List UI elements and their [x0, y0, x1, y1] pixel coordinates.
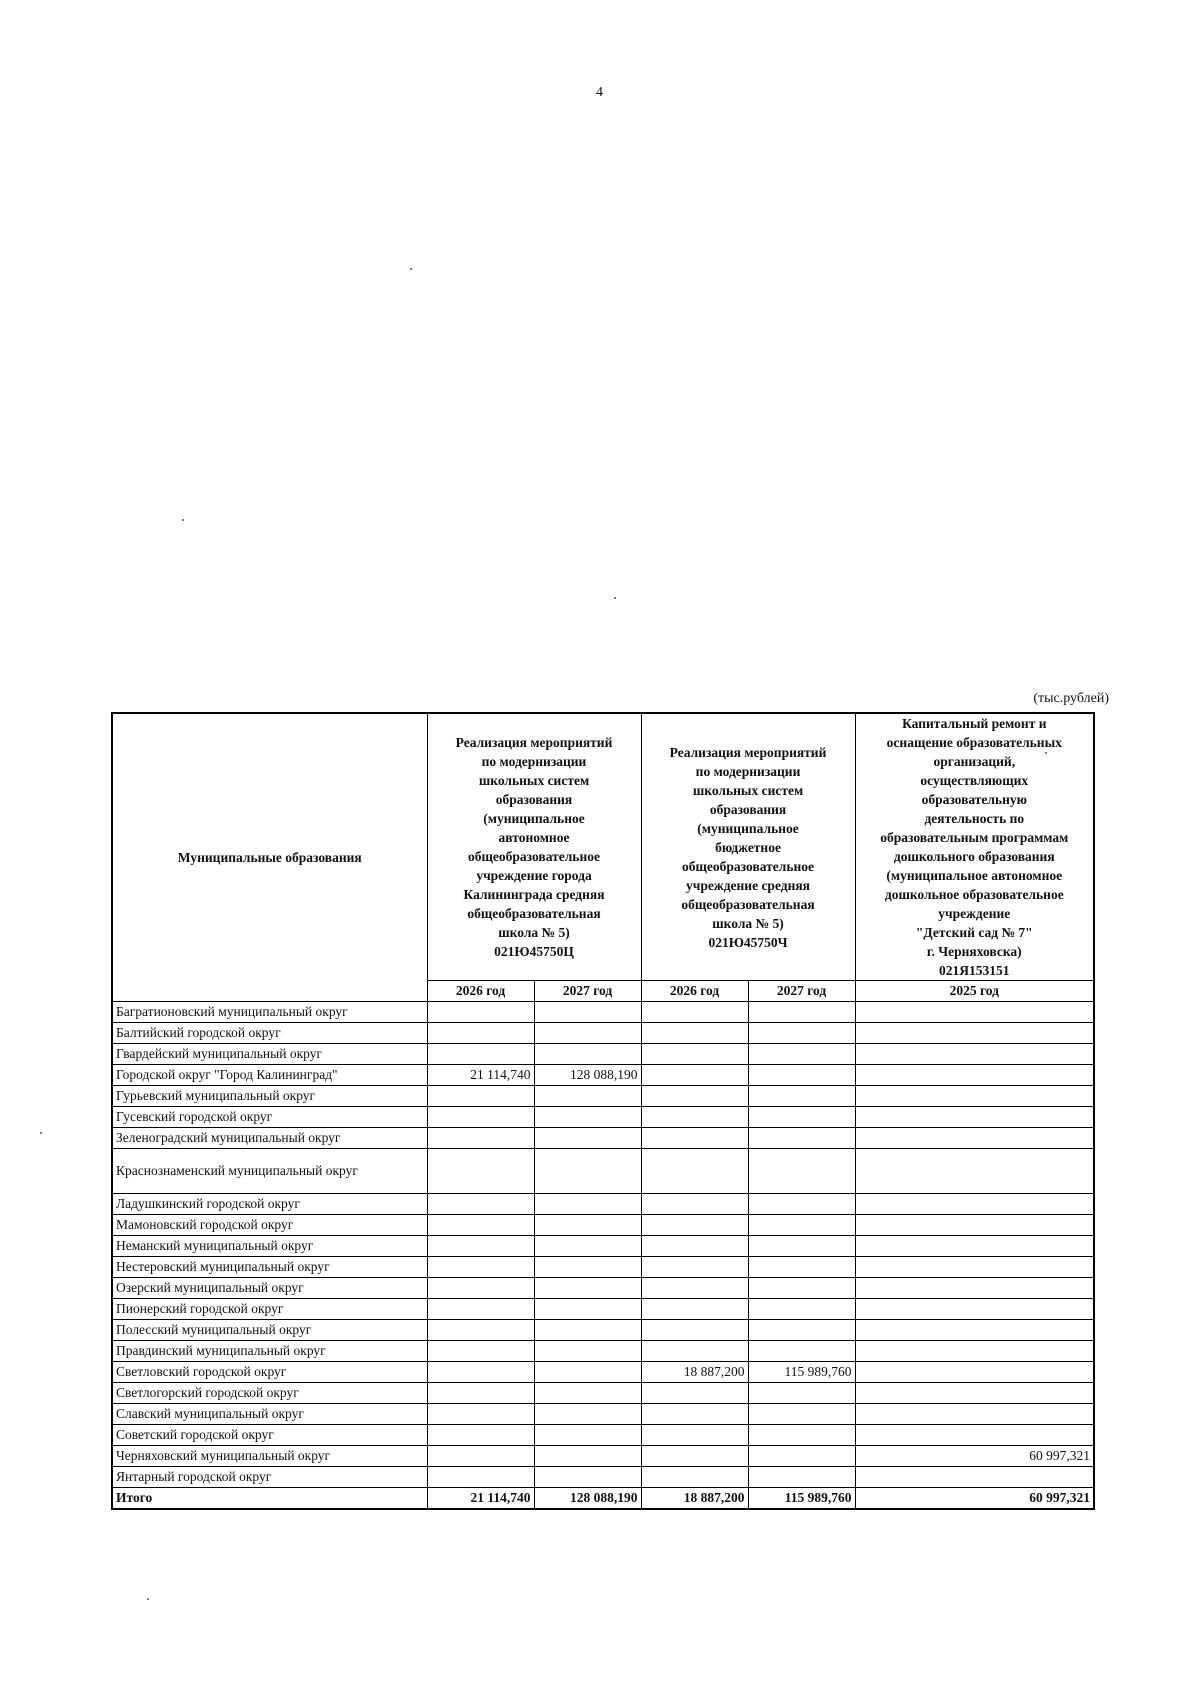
value-cell	[855, 1299, 1094, 1320]
value-cell	[855, 1107, 1094, 1128]
table-row	[112, 1002, 1094, 1023]
value-cell	[641, 1065, 748, 1086]
table-row	[112, 1194, 1094, 1215]
header-line: дошкольного образования	[893, 849, 1055, 864]
value-cell	[641, 1128, 748, 1149]
value-cell	[855, 1023, 1094, 1044]
municipality-name: Краснознаменский муниципальный округ	[112, 1149, 427, 1194]
municipality-name: Неманский муниципальный округ	[112, 1236, 427, 1257]
value-cell	[748, 1446, 855, 1467]
value-cell	[748, 1257, 855, 1278]
value-cell	[534, 1086, 641, 1107]
value-cell	[427, 1404, 534, 1425]
municipality-name: Гусевский городской округ	[112, 1107, 427, 1128]
header-line: общеобразовательное	[682, 858, 814, 874]
value-cell	[641, 1383, 748, 1404]
table-row	[112, 1236, 1094, 1257]
header-line: Реализация мероприятий	[669, 744, 827, 760]
value-cell: 21 114,740	[427, 1065, 534, 1086]
value-cell	[641, 1044, 748, 1065]
table-row	[112, 1149, 1094, 1194]
total-label: Итого	[112, 1488, 427, 1510]
value-cell	[534, 1215, 641, 1236]
value-cell	[855, 1362, 1094, 1383]
value-cell	[641, 1086, 748, 1107]
header-line: 021Я153151	[939, 963, 1010, 978]
value-cell	[427, 1278, 534, 1299]
value-cell	[748, 1320, 855, 1341]
value-cell	[534, 1467, 641, 1488]
value-cell	[641, 1236, 748, 1257]
value-cell	[534, 1194, 641, 1215]
value-cell	[534, 1257, 641, 1278]
header-line: школа № 5)	[498, 925, 570, 940]
value-cell	[534, 1320, 641, 1341]
header-line: 021Ю45750Ч	[708, 934, 788, 950]
municipality-name: Полесский муниципальный округ	[112, 1320, 427, 1341]
value-cell	[427, 1023, 534, 1044]
value-cell	[534, 1278, 641, 1299]
header-line: оснащение образовательных	[886, 735, 1062, 750]
table-row	[112, 1023, 1094, 1044]
header-line: (муниципальное	[483, 811, 585, 826]
header-line: автономное	[498, 830, 570, 845]
value-cell	[427, 1107, 534, 1128]
value-cell	[855, 1383, 1094, 1404]
value-cell: 60 997,321	[855, 1488, 1094, 1510]
value-cell	[855, 1341, 1094, 1362]
value-cell	[855, 1320, 1094, 1341]
table-row	[112, 1128, 1094, 1149]
value-cell	[427, 1215, 534, 1236]
value-cell	[855, 1194, 1094, 1215]
value-cell	[641, 1446, 748, 1467]
value-cell	[427, 1086, 534, 1107]
year-header: 2027 год	[748, 981, 855, 1002]
value-cell	[534, 1149, 641, 1194]
header-line: образовательным программам	[880, 830, 1069, 845]
value-cell	[534, 1446, 641, 1467]
header-group-1	[427, 713, 641, 981]
value-cell	[855, 1128, 1094, 1149]
municipality-name: Светловский городской округ	[112, 1362, 427, 1383]
header-line: (муниципальное	[697, 820, 799, 836]
municipality-name: Городской округ "Город Калининград"	[112, 1065, 427, 1086]
header-line: Капитальный ремонт и	[902, 716, 1047, 731]
value-cell	[427, 1149, 534, 1194]
value-cell	[641, 1404, 748, 1425]
value-cell	[534, 1128, 641, 1149]
header-line: (муниципальное автономное	[886, 868, 1063, 883]
value-cell	[855, 1065, 1094, 1086]
value-cell	[427, 1425, 534, 1446]
value-cell: 115 989,760	[748, 1362, 855, 1383]
header-line: по модернизации	[481, 754, 587, 769]
value-cell	[641, 1341, 748, 1362]
header-municipalities: Муниципальные образования	[112, 713, 427, 1002]
value-cell	[641, 1320, 748, 1341]
value-cell	[641, 1023, 748, 1044]
table-row	[112, 1362, 1094, 1383]
value-cell	[427, 1128, 534, 1149]
municipality-name: Янтарный городской округ	[112, 1467, 427, 1488]
value-cell	[748, 1236, 855, 1257]
table-row	[112, 1107, 1094, 1128]
value-cell	[427, 1446, 534, 1467]
value-cell	[855, 1236, 1094, 1257]
value-cell	[534, 1425, 641, 1446]
header-line: школьных систем	[692, 782, 804, 798]
year-header: 2027 год	[534, 981, 641, 1002]
value-cell	[855, 1086, 1094, 1107]
header-line: образовательную	[921, 792, 1027, 807]
table-row	[112, 1383, 1094, 1404]
year-header: 2026 год	[427, 981, 534, 1002]
header-group-2	[641, 713, 855, 981]
header-line: образования	[709, 801, 787, 817]
municipality-name: Советский городской округ	[112, 1425, 427, 1446]
table-row	[112, 1065, 1094, 1086]
value-cell	[855, 1278, 1094, 1299]
header-line: школьных систем	[478, 773, 590, 788]
header-line: 021Ю45750Ц	[494, 944, 574, 959]
value-cell	[641, 1002, 748, 1023]
value-cell	[748, 1341, 855, 1362]
table-row	[112, 1257, 1094, 1278]
value-cell	[427, 1467, 534, 1488]
value-cell	[855, 1215, 1094, 1236]
header-line: деятельность по	[924, 811, 1025, 826]
header-line: образования	[495, 792, 573, 807]
value-cell	[748, 1467, 855, 1488]
value-cell	[641, 1215, 748, 1236]
value-cell	[748, 1299, 855, 1320]
value-cell	[748, 1065, 855, 1086]
value-cell: 18 887,200	[641, 1488, 748, 1510]
table-header-row	[112, 713, 1094, 981]
municipality-name: Гурьевский муниципальный округ	[112, 1086, 427, 1107]
table-body	[112, 1002, 1094, 1510]
table-row	[112, 1278, 1094, 1299]
header-line: учреждение города	[476, 868, 592, 883]
value-cell	[427, 1236, 534, 1257]
header-line: бюджетное	[715, 839, 781, 855]
value-cell	[748, 1023, 855, 1044]
value-cell: 115 989,760	[748, 1488, 855, 1510]
year-header: 2026 год	[641, 981, 748, 1002]
value-cell	[855, 1404, 1094, 1425]
value-cell	[748, 1149, 855, 1194]
table-row	[112, 1215, 1094, 1236]
value-cell	[748, 1002, 855, 1023]
table-row	[112, 1341, 1094, 1362]
header-line: Реализация мероприятий	[455, 735, 613, 750]
value-cell	[748, 1044, 855, 1065]
value-cell: 60 997,321	[855, 1446, 1094, 1467]
value-cell	[748, 1215, 855, 1236]
year-header: 2025 год	[855, 981, 1094, 1002]
value-cell	[534, 1341, 641, 1362]
header-line: г. Черняховска)	[926, 944, 1022, 959]
municipality-name: Гвардейский муниципальный округ	[112, 1044, 427, 1065]
header-line: общеобразовательное	[468, 849, 600, 864]
header-line: "Детский сад № 7"	[915, 925, 1033, 940]
value-cell: 21 114,740	[427, 1488, 534, 1510]
value-cell	[855, 1044, 1094, 1065]
value-cell	[855, 1002, 1094, 1023]
value-cell	[641, 1149, 748, 1194]
municipality-name: Черняховский муниципальный округ	[112, 1446, 427, 1467]
value-cell	[427, 1362, 534, 1383]
value-cell	[427, 1044, 534, 1065]
total-row	[112, 1488, 1094, 1510]
municipality-name: Правдинский муниципальный округ	[112, 1341, 427, 1362]
value-cell	[534, 1002, 641, 1023]
municipality-name: Ладушкинский городской округ	[112, 1194, 427, 1215]
header-line: общеобразовательная	[681, 896, 815, 912]
value-cell	[534, 1023, 641, 1044]
value-cell	[534, 1299, 641, 1320]
header-line: школа № 5)	[712, 915, 784, 931]
header-line: Калининграда средняя	[463, 887, 605, 902]
value-cell	[748, 1383, 855, 1404]
table-row	[112, 1299, 1094, 1320]
value-cell	[855, 1467, 1094, 1488]
value-cell	[748, 1425, 855, 1446]
value-cell	[641, 1467, 748, 1488]
value-cell	[641, 1257, 748, 1278]
value-cell	[855, 1425, 1094, 1446]
value-cell	[641, 1107, 748, 1128]
header-line: по модернизации	[695, 763, 801, 779]
table-row	[112, 1320, 1094, 1341]
value-cell: 18 887,200	[641, 1362, 748, 1383]
value-cell	[748, 1086, 855, 1107]
value-cell	[534, 1404, 641, 1425]
value-cell	[748, 1107, 855, 1128]
header-line: учреждение средняя	[686, 877, 810, 893]
table-row	[112, 1044, 1094, 1065]
value-cell	[641, 1299, 748, 1320]
value-cell	[748, 1404, 855, 1425]
value-cell	[641, 1278, 748, 1299]
value-cell	[641, 1425, 748, 1446]
value-cell	[427, 1002, 534, 1023]
value-cell	[748, 1278, 855, 1299]
table-row	[112, 1404, 1094, 1425]
value-cell	[427, 1299, 534, 1320]
header-line: организаций,	[933, 754, 1016, 769]
municipality-name: Багратионовский муниципальный округ	[112, 1002, 427, 1023]
value-cell	[534, 1383, 641, 1404]
value-cell	[748, 1128, 855, 1149]
municipality-name: Зеленоградский муниципальный округ	[112, 1128, 427, 1149]
table-row	[112, 1446, 1094, 1467]
header-group-3	[855, 713, 1094, 981]
value-cell	[534, 1044, 641, 1065]
value-cell	[427, 1320, 534, 1341]
municipality-name: Славский муниципальный округ	[112, 1404, 427, 1425]
budget-table	[111, 712, 1095, 1510]
value-cell	[641, 1194, 748, 1215]
value-cell	[855, 1257, 1094, 1278]
value-cell: 128 088,190	[534, 1065, 641, 1086]
value-cell	[855, 1149, 1094, 1194]
municipality-name: Нестеровский муниципальный округ	[112, 1257, 427, 1278]
header-line: осуществляющих	[920, 773, 1029, 788]
table-row	[112, 1425, 1094, 1446]
table-row	[112, 1086, 1094, 1107]
value-cell	[427, 1257, 534, 1278]
header-line: дошкольное образовательное	[884, 887, 1064, 902]
header-line: учреждение	[938, 906, 1011, 921]
value-cell	[534, 1236, 641, 1257]
municipality-name: Мамоновский городской округ	[112, 1215, 427, 1236]
value-cell: 128 088,190	[534, 1488, 641, 1510]
municipality-name: Светлогорский городской округ	[112, 1383, 427, 1404]
header-line: общеобразовательная	[467, 906, 601, 921]
municipality-name: Пионерский городской округ	[112, 1299, 427, 1320]
page-number: 4	[596, 85, 603, 100]
value-cell	[534, 1362, 641, 1383]
value-cell	[427, 1383, 534, 1404]
table-row	[112, 1467, 1094, 1488]
municipality-name: Балтийский городской округ	[112, 1023, 427, 1044]
value-cell	[534, 1107, 641, 1128]
value-cell	[427, 1194, 534, 1215]
units-label: (тыс.рублей)	[1033, 691, 1109, 706]
municipality-name: Озерский муниципальный округ	[112, 1278, 427, 1299]
value-cell	[748, 1194, 855, 1215]
value-cell	[427, 1341, 534, 1362]
